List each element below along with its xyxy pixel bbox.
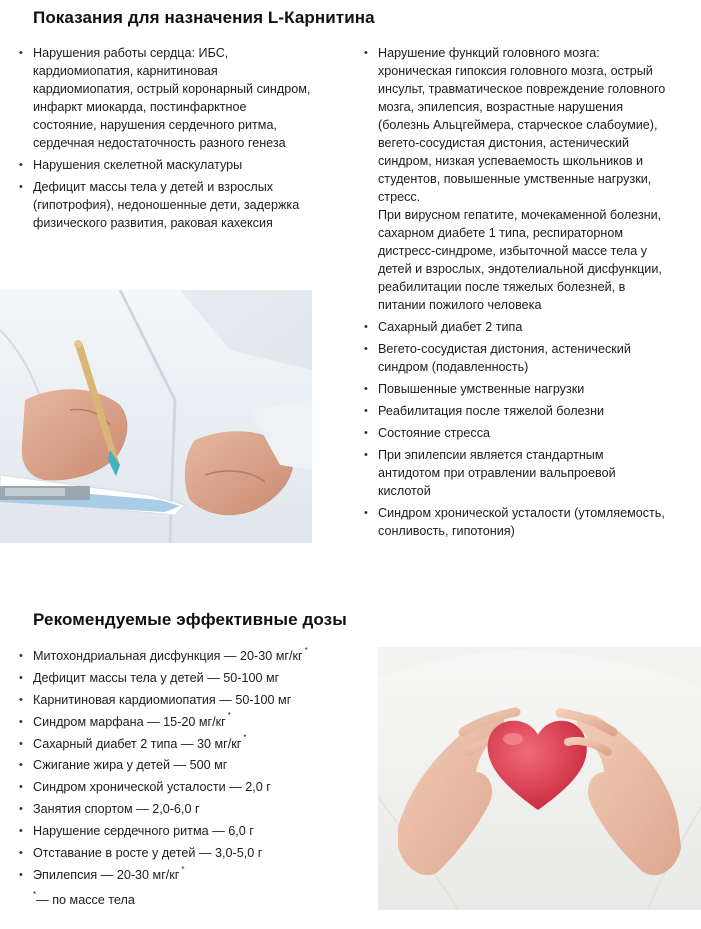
list-item: • Нарушения работы сердца: ИБС, кардиомиопатия, карнитиновая кардиомиопатия, острый коронарный синдром, инфаркт миокарда, постинфарктное состояние, нарушения сердечного ритма, сердечная недостаточность разного генеза — [33, 44, 313, 152]
list-item: • Сжигание жира у детей — 500 мг — [33, 756, 363, 774]
list-item: • Карнитиновая кардиомиопатия — 50-100 мг — [33, 691, 363, 709]
list-item: • Нарушение функций головного мозга: хроническая гипоксия головного мозга, острый инсульт, травматическое повреждение головного мозга, эпилепсия, возрастные нарушения (болезнь Альцгеймера, старческое слабоумие), вегето-сосудистая дистония, астенический синдром, низкая успеваемость школьников и студентов, повышенные умственные нагрузки, стресс. — [378, 44, 668, 206]
sub-paragraph: При вирусном гепатите, мочекаменной болезни, сахарном диабете 1 типа, респираторном дистресс-синдроме, избыточной массе тела у детей и взрослых, эндотелиальной дисфункции, реабилитации после тяжелых болезней, в питании пожилого человека — [378, 208, 662, 312]
list-item: • Занятия спортом — 2,0-6,0 г — [33, 800, 363, 818]
list-item: • Реабилитация после тяжелой болезни — [378, 402, 668, 420]
list-item: • Синдром хронической усталости (утомляемость, сонливость, гипотония) — [378, 504, 668, 540]
indications-title: Показания для назначения L-Карнитина — [33, 8, 375, 27]
doses-title: Рекомендуемые эффективные дозы — [33, 610, 347, 629]
list-item: • Состояние стресса — [378, 424, 668, 442]
doctor-writing-photo — [0, 290, 312, 543]
doses-list — [33, 647, 363, 888]
heart-hands-photo — [378, 647, 701, 910]
indications-right-column — [378, 44, 668, 544]
list-item: • Вегето-сосудистая дистония, астенический синдром (подавленность) — [378, 340, 668, 376]
list-item: • Синдром марфана — 15-20 мг/кг * — [33, 713, 363, 731]
list-item: • Дефицит массы тела у детей и взрослых (гипотрофия), недоношенные дети, задержка физического развития, раковая кахексия — [33, 178, 313, 232]
list-item: • Митохондриальная дисфункция — 20-30 мг/кг * — [33, 647, 363, 665]
indications-right-list-cont — [378, 318, 668, 540]
list-item: • Синдром хронической усталости — 2,0 г — [33, 778, 363, 796]
list-item: • При эпилепсии является стандартным антидотом при отравлении вальпроевой кислотой — [378, 446, 668, 500]
footnote: *— по массе тела — [33, 889, 135, 907]
indications-left-list — [33, 44, 313, 236]
list-item: • Нарушение сердечного ритма — 6,0 г — [33, 822, 363, 840]
list-item: • Эпилепсия — 20-30 мг/кг * — [33, 866, 363, 884]
list-item: • Сахарный диабет 2 типа — [378, 318, 668, 336]
indications-right-list — [378, 44, 668, 206]
list-item: • Сахарный диабет 2 типа — 30 мг/кг * — [33, 735, 363, 753]
list-item: • Отставание в росте у детей — 3,0-5,0 г — [33, 844, 363, 862]
list-item: • Нарушения скелетной маскулатуры — [33, 156, 313, 174]
list-item: • Дефицит массы тела у детей — 50-100 мг — [33, 669, 363, 687]
list-item: • Повышенные умственные нагрузки — [378, 380, 668, 398]
